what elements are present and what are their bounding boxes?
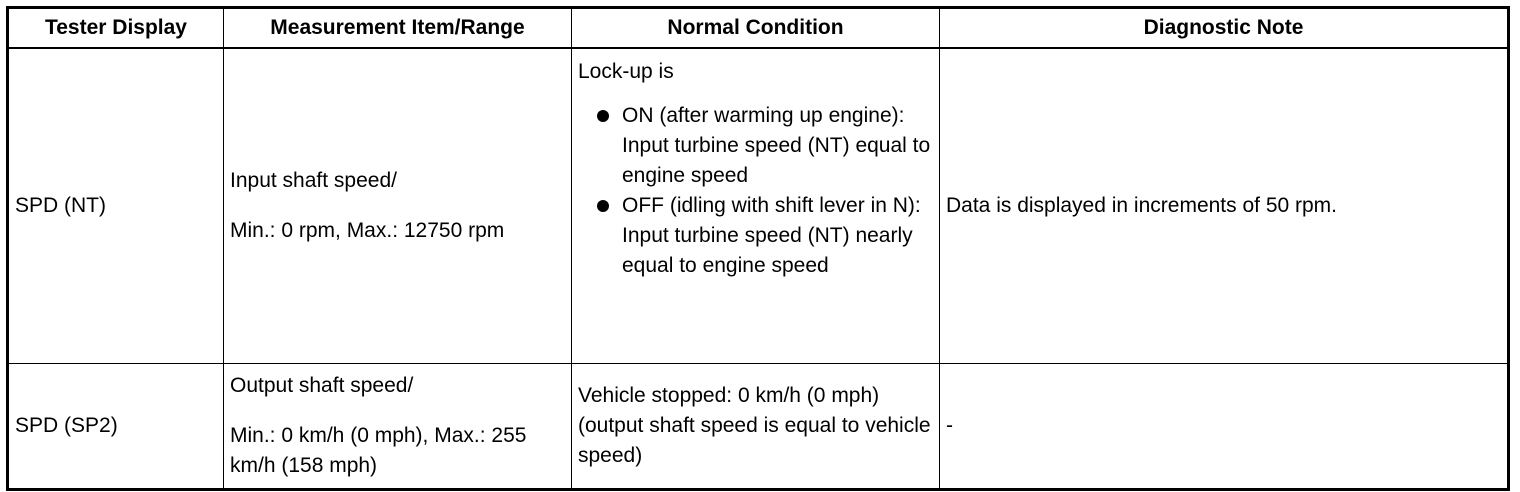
tester-display-cell: SPD (SP2) [8,364,224,490]
tester-display-cell: SPD (NT) [8,48,224,364]
list-item [578,191,933,281]
normal-condition-cell [572,48,940,364]
condition-bullet-text: ON (after warming up engine): Input turbine speed (NT) equal to engine speed [622,104,931,187]
condition-intro: Lock-up is [578,60,674,83]
measurement-cell [224,48,572,364]
diagnostic-note-cell: Data is displayed in increments of 50 rpm. [940,48,1509,364]
diagnostic-note-cell: - [940,364,1509,490]
header-measurement-item: Measurement Item/Range [224,8,572,49]
data-list-table [6,6,1510,491]
normal-condition-cell: Vehicle stopped: 0 km/h (0 mph) (output shaft speed is equal to vehicle speed) [572,364,940,490]
header-tester-display: Tester Display [8,8,224,49]
measurement-item: Input shaft speed/ [230,169,397,192]
bullet-icon [597,110,609,122]
header-row [8,8,1509,49]
table-row [8,48,1509,364]
measurement-range: Min.: 0 rpm, Max.: 12750 rpm [230,219,505,242]
spec-table-wrapper [6,6,1510,491]
condition-bullet-text: OFF (idling with shift lever in N): Input turbine speed (NT) nearly equal to engine speed [622,194,921,277]
table-row [8,364,1509,490]
measurement-range: Min.: 0 km/h (0 mph), Max.: 255 km/h (158 mph) [230,424,527,477]
bullet-icon [597,200,609,212]
list-item [578,101,933,191]
header-diagnostic-note: Diagnostic Note [940,8,1509,49]
measurement-item: Output shaft speed/ [230,374,414,397]
header-normal-condition: Normal Condition [572,8,940,49]
condition-bullet-list [578,101,933,281]
measurement-cell [224,364,572,490]
